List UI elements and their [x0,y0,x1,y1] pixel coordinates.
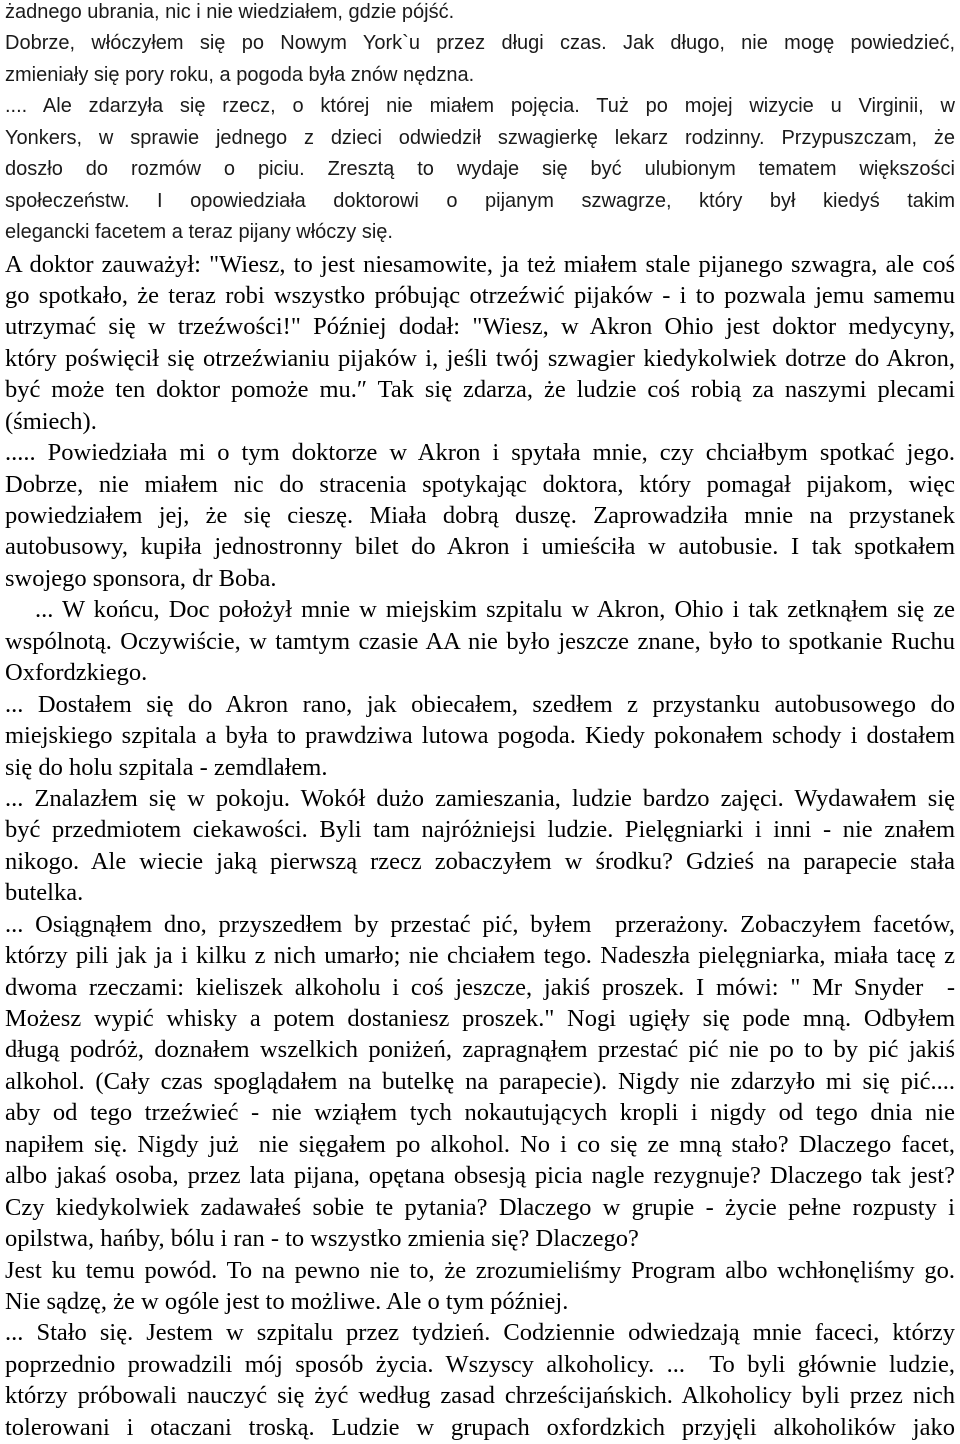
text-line: miejskiego szpitala a była to prawdziwa lutowa pogoda. Kiedy pokonałem schody i dostałem [5,722,955,750]
text-line: swojego sponsora, dr Boba. [5,564,277,592]
text-line: ... Stało się. Jestem w szpitalu przez tydzień. Codziennie odwiedzają mnie faceci, którzy [5,1319,955,1347]
text-line: być może ten doktor pomoże mu.″ Tak się zdarza, że ludzie coś robią za naszymi plecami [5,376,955,404]
text-line: ..... Powiedziała mi o tym doktorze w Akron i spytała mnie, czy chciałbym spotkać jego. [5,439,955,467]
text-line: ... Znalazłem się w pokoju. Wokół dużo zamieszania, ludzie bardzo zajęci. Wydawałem się [5,784,955,812]
text-line: elegancki facetem a teraz pijany włóczy się. [5,221,393,244]
text-line: Dobrze, włóczyłem się po Nowym York`u przez długi czas. Jak długo, nie mogę powiedzieć, [5,32,955,55]
text-line: ... Osiągnąłem dno, przyszedłem by przestać pić, byłem przerażony. Zobaczyłem facetów, [5,910,955,938]
text-line: się do holu szpitala - zemdlałem. [5,753,328,781]
paragraph [5,783,955,909]
paragraph [5,1317,955,1443]
paragraph [5,0,955,28]
text-line: którzy próbowali nauczyć się żyć według zasad chrześcijańskich. Alkoholicy byli przez nich [5,1382,955,1410]
text-line: Yonkers, w sprawie jednego z dzieci odwiedził szwagierkę lekarz rodzinny. Przypuszczam, że [5,126,955,149]
text-line: długą podróż, doznałem wszelkich poniżeń, zapragnąłem przestać pić nie po to by pić jakiś [5,1036,955,1064]
text-line: alkohol. (Cały czas spoglądałem na butelkę na parapecie). Nigdy nie zdarzyło mi się pić.... [5,1067,955,1095]
text-line: autobusowy, kupiła jednostronny bilet do Akron i umieściła w autobusie. I tak spotkałem [5,533,955,561]
paragraph [5,909,955,1255]
text-line: A doktor zauważył: "Wiesz, to jest niesamowite, ja też miałem stale pijanego szwagra, ale coś [5,250,955,278]
text-line: aby od tego trzeźwieć - nie wziąłem tych nokautujących kropli i nigdy od tego dnia nie [5,1099,955,1127]
text-line: napiłem się. Nigdy już nie sięgałem po alkohol. No i co się ze mną stało? Dlaczego facet, [5,1130,955,1158]
document-page [5,0,955,1443]
text-line: ... W końcu, Doc położył mnie w miejskim szpitalu w Akron, Ohio i tak zetknąłem się ze [35,596,955,624]
text-line: którzy pili jak ja i kilku z nich umarło; nie chciałem tego. Nadeszła pielęgniarka, miała tacę z [5,942,955,970]
text-line: Możesz wypić whisky a potem dostaniesz proszek." Nogi ugięły się pode mną. Odbyłem [5,1005,955,1032]
paragraph [5,594,955,688]
text-line: wspólnotą. Oczywiście, w tamtym czasie AA nie było jeszcze znane, było to spotkanie Ruchu [5,627,955,655]
text-line: ... Dostałem się do Akron rano, jak obiecałem, szedłem z przystanku autobusowego do [5,690,955,718]
text-line: powiedziałem jej, że się cieszę. Miała dobrą duszę. Zaprowadziła mnie na przystanek [5,502,955,529]
text-line: Jest ku temu powód. To na pewno nie to, że zrozumieliśmy Program albo wchłonęliśmy go. [5,1256,955,1284]
paragraph [5,689,955,783]
text-line: butelka. [5,879,84,907]
text-line: go spotkało, że teraz robi wszystko próbując otrzeźwić pijaków - i to pozwala jemu samemu [5,281,955,309]
text-line: Czy kiedykolwiek zadawałeś sobie te pytania? Dlaczego w grupie - życie pełne rozpusty i [5,1193,955,1221]
text-line: nikogo. Ale wiecie jaką pierwszą rzecz zobaczyłem w środku? Gdzieś na parapecie stała [5,847,955,875]
paragraph [5,28,955,91]
text-line: Oxfordzkiego. [5,659,148,687]
text-line: opilstwa, hańby, bólu i ran - to wszystko zmienia się? Dlaczego? [5,1225,639,1253]
text-line: poprzednio prowadzili mój sposób życia. Wszyscy alkoholicy. ... To byli głównie ludzie, [5,1350,955,1378]
paragraph [5,91,955,248]
text-line: tolerowani i otaczani troską. Ludzie w grupach oxfordzkich przyjęli alkoholików jako [5,1413,955,1441]
text-line: albo jakaś osoba, przez lata pijana, opętana obsesją picia nagle rezygnuje? Dlaczego tak jest? [5,1162,955,1190]
text-line: który poświęcił się otrzeźwianiu pijaków i, jeśli twój szwagier kiedykolwiek dotrze do Akron, [5,344,955,372]
text-line: Dobrze, nie miałem nic do stracenia spotykając doktora, który pomagał pijakom, więc [5,470,955,498]
text-line: utrzymać się w trzeźwości!" Później dodał: "Wiesz, w Akron Ohio jest doktor medycyny, [5,313,955,341]
paragraph [5,249,955,438]
text-line: zmieniały się pory roku, a pogoda była znów nędzna. [5,63,475,86]
text-line: być przedmiotem ciekawości. Byli tam najróżniejsi ludzie. Pielęgniarki i inni - nie znałem [5,816,955,844]
text-line: (śmiech). [5,407,97,435]
text-line: społeczeństw. I opowiedziała doktorowi o pijanym szwagrze, który był kiedyś takim [5,189,955,212]
text-line: żadnego ubrania, nic i nie wiedziałem, gdzie pójść. [5,1,455,23]
text-line: Nie sądzę, że w ogóle jest to możliwe. Ale o tym później. [5,1287,569,1315]
text-line: doszło do rozmów o piciu. Zresztą to wydaje się być ulubionym tematem większości [5,158,955,181]
text-line: .... Ale zdarzyła się rzecz, o której nie miałem pojęcia. Tuż po mojej wizycie u Virginii, w [5,95,955,118]
text-line: dwoma rzeczami: kieliszek alkoholu i coś jeszcze, jakiś proszek. I mówi: " Mr Snyder - [5,973,955,1001]
paragraph [5,437,955,594]
paragraph [5,1255,955,1318]
